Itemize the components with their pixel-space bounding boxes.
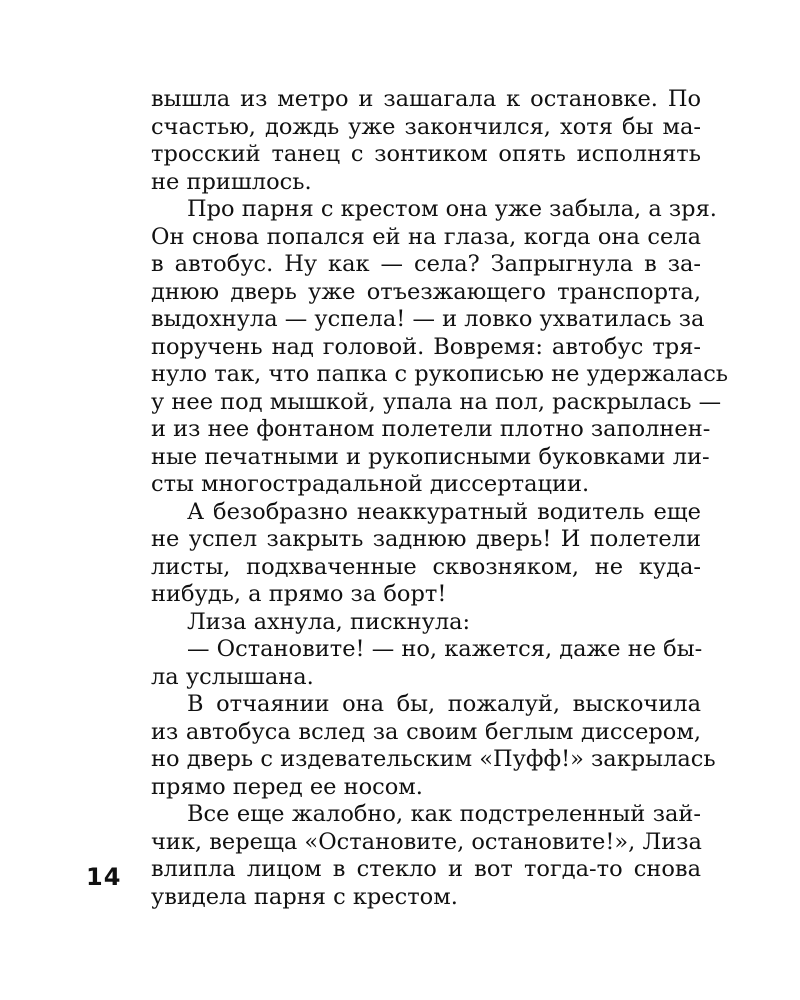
text-line: ла услышана. bbox=[151, 663, 314, 690]
text-line: днюю дверь уже отъезжающего транспорта, bbox=[151, 278, 701, 305]
text-line: вышла из метро и зашагала к остановке. По bbox=[151, 86, 701, 112]
text-line: ные печатными и рукописными буковками ли- bbox=[151, 443, 710, 470]
text-line: прямо перед ее носом. bbox=[151, 773, 423, 800]
text-line: влипла лицом в стекло и вот тогда-то снова bbox=[151, 856, 701, 882]
text-line: — Остановите! — но, кажется, даже не бы- bbox=[187, 636, 703, 662]
text-line: но дверь с издевательским «Пуфф!» закрылась bbox=[151, 746, 716, 772]
page-number: 14 bbox=[86, 863, 122, 891]
text-line: Он снова попался ей на глаза, когда она села bbox=[151, 223, 701, 250]
text-line: нибудь, а прямо за борт! bbox=[151, 581, 447, 607]
text-line: из автобуса вслед за своим беглым диссером, bbox=[151, 718, 701, 745]
text-line: А безобразно неаккуратный водитель еще bbox=[187, 498, 701, 525]
text-line: нуло так, что папка с рукописью не удержалась bbox=[151, 361, 729, 387]
text-line: Лиза ахнула, пискнула: bbox=[187, 608, 471, 635]
text-line: не успел закрыть заднюю дверь! И полетели bbox=[151, 526, 701, 552]
text-line: Про парня с крестом она уже забыла, а зря. bbox=[187, 196, 717, 222]
text-line: счастью, дождь уже закончился, хотя бы ма- bbox=[151, 113, 701, 140]
text-line: выдохнула — успела! — и ловко ухватилась за bbox=[151, 306, 705, 332]
text-line: чик, вереща «Остановите, остановите!», Лиза bbox=[151, 828, 702, 855]
text-line: и из нее фонтаном полетели плотно заполнен- bbox=[151, 416, 711, 442]
text-line: поручень над головой. Вовремя: автобус тря- bbox=[151, 333, 701, 360]
text-line: в автобус. Ну как — села? Запрыгнула в за- bbox=[151, 251, 701, 277]
text-line: не пришлось. bbox=[151, 168, 312, 195]
text-line: у нее под мышкой, упала на пол, раскрылась — bbox=[151, 388, 722, 415]
body-text bbox=[151, 86, 729, 911]
text-line: сты многострадальной диссертации. bbox=[151, 471, 590, 497]
text-line: листы, подхваченные сквозняком, не куда- bbox=[151, 553, 701, 580]
text-line: В отчаянии она бы, пожалуй, выскочила bbox=[187, 691, 701, 717]
text-line: Все еще жалобно, как подстреленный зай- bbox=[187, 801, 701, 827]
text-line: увидела парня с крестом. bbox=[151, 883, 458, 910]
text-line: тросский танец с зонтиком опять исполнять bbox=[151, 141, 701, 167]
